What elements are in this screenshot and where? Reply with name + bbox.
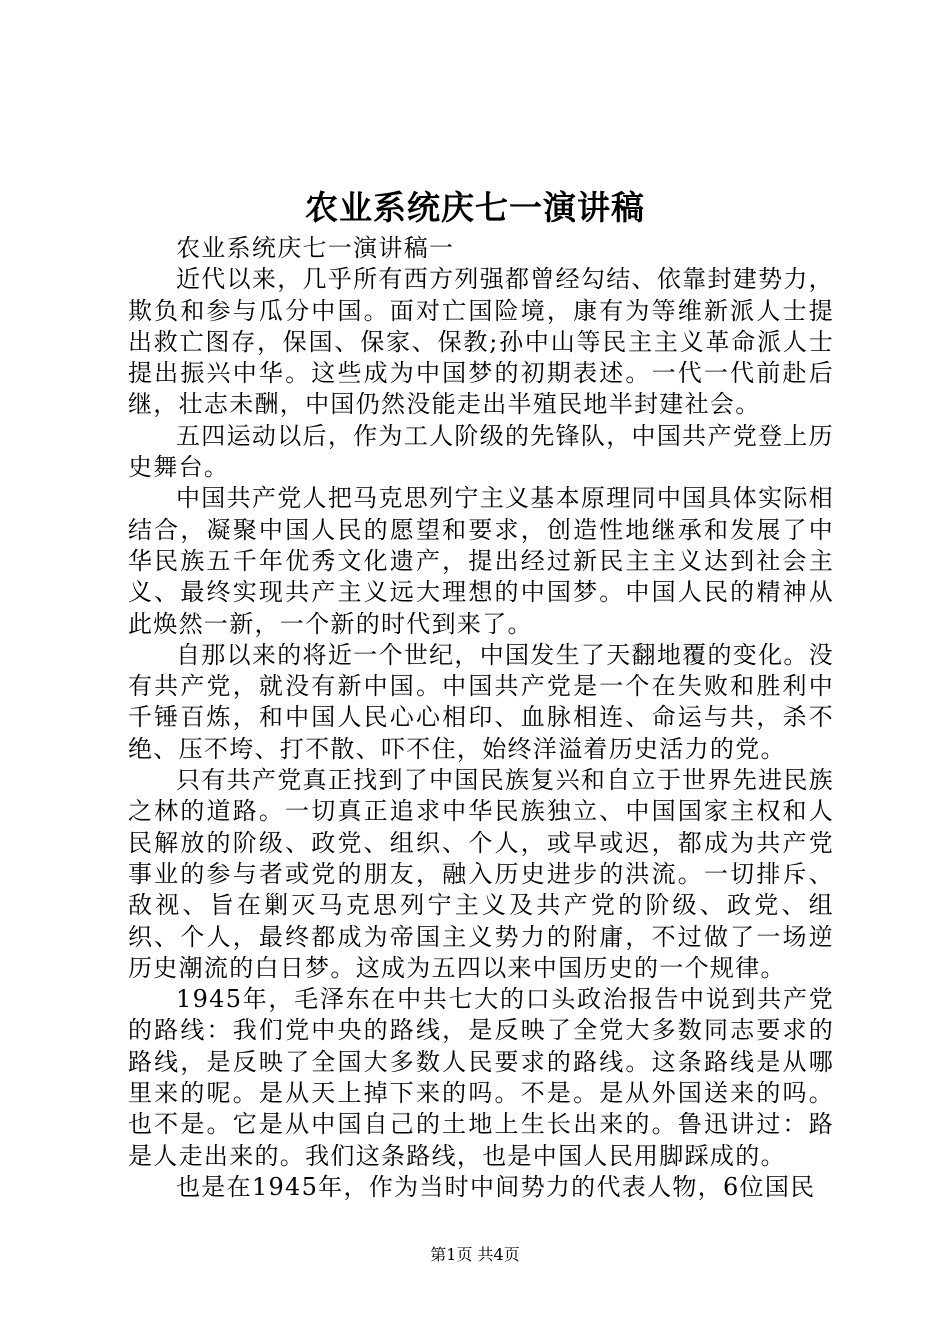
paragraph: 只有共产党真正找到了中国民族复兴和自立于世界先进民族之林的道路。一切真正追求中华民族独立、中国国家主权和人民解放的阶级、政党、组织、个人，或早或迟，都成为共产党事业的参与者或党的朋友，融入历史进步的洪流。一切排斥、敌视、旨在剿灭马克思列宁主义及共产党的阶级、政党、组织、个人，最终都成为帝国主义势力的附庸，不过做了一场逆历史潮流的白日梦。这成为五四以来中国历史的一个规律。 [128, 766, 834, 982]
document-body [128, 233, 834, 1203]
paragraph: 1945年，毛泽东在中共七大的口头政治报告中说到共产党的路线：我们党中央的路线，是反映了全党大多数同志要求的路线，是反映了全国大多数人民要求的路线。这条路线是从哪里来的呢。是从天上掉下来的吗。不是。是从外国送来的吗。也不是。它是从中国自己的土地上生长出来的。鲁迅讲过：路是人走出来的。我们这条路线，也是中国人民用脚踩成的。 [128, 985, 834, 1170]
paragraph: 也是在1945年，作为当时中间势力的代表人物，6位国民 [176, 1172, 816, 1201]
document-subtitle: 农业系统庆七一演讲稿一 [176, 234, 455, 262]
paragraph: 中国共产党人把马克思列宁主义基本原理同中国具体实际相结合，凝聚中国人民的愿望和要求，创造性地继承和发展了中华民族五千年优秀文化遗产，提出经过新民主主义达到社会主义、最终实现共产主义远大理想的中国梦。中国人民的精神从此焕然一新，一个新的时代到来了。 [128, 484, 834, 638]
paragraph: 近代以来，几乎所有西方列强都曾经勾结、依靠封建势力，欺负和参与瓜分中国。面对亡国险境，康有为等维新派人士提出救亡图存，保国、保家、保教;孙中山等民主主义革命派人士提出振兴中华。这些成为中国梦的初期表述。一代一代前赴后继，壮志未酬，中国仍然没能走出半殖民地半封建社会。 [128, 265, 834, 419]
document-title: 农业系统庆七一演讲稿 [305, 188, 645, 227]
page-footer: 第1页 共4页 [430, 1245, 520, 1264]
paragraph: 自那以来的将近一个世纪，中国发生了天翻地覆的变化。没有共产党，就没有新中国。中国共产党是一个在失败和胜利中千锤百炼，和中国人民心心相印、血脉相连、命运与共，杀不绝、压不垮、打不散、吓不住，始终洋溢着历史活力的党。 [128, 640, 834, 763]
paragraph: 五四运动以后，作为工人阶级的先锋队，中国共产党登上历史舞台。 [128, 421, 834, 482]
